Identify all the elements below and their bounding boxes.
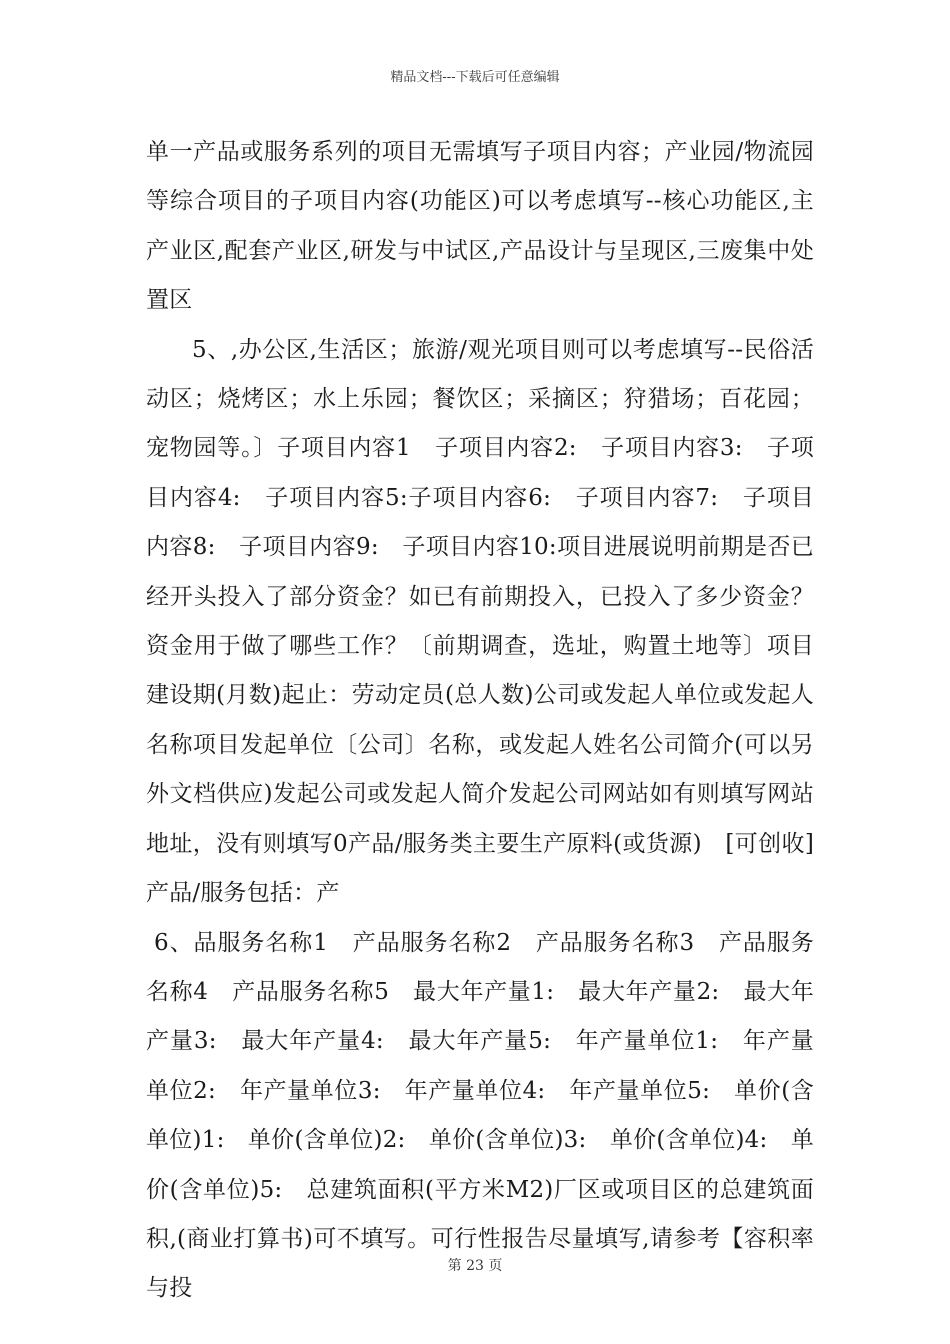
paragraph-2: 5、,办公区,生活区；旅游/观光项目则可以考虑填写--民俗活动区；烧烤区；水上乐园；餐饮区；采摘区；狩猎场；百花园；宠物园等。〕子项目内容1 子项目内容2: 子项目内容3: 子项目内容4: 子项目内容5:子项目内容6: 子项目内容7: 子项目内容8: 子项目内容9: 子项目内容10:项目进展说明前期是否已经开头投入了部分资金？如已有前期投入，已投入了多少资金？资金用于做了哪些工作？〔前期调查，选址，购置土地等〕项目建设期(月数)起止：劳动定员(总人数)公司或发起人单位或发起人名称项目发起单位〔公司〕名称，或发起人姓名公司简介(可以另外文档供应)发起公司或发起人简介发起公司网站如有则填写网站地址，没有则填写0产品/服务类主要生产原料(或货源) [可创收]产品/服务包括：产 [146, 336, 814, 907]
document-body [146, 128, 814, 1314]
page-header: 精品文档---下载后可任意编辑 [390, 70, 560, 85]
paragraph-1: 单一产品或服务系列的项目无需填写子项目内容；产业园/物流园等综合项目的子项目内容(功能区)可以考虑填写--核心功能区,主产业区,配套产业区,研发与中试区,产品设计与呈现区,三废集中处置区 [146, 139, 814, 314]
paragraph-3: 6、品服务名称1 产品服务名称2 产品服务名称3 产品服务名称4 产品服务名称5 最大年产量1: 最大年产量2: 最大年产量3: 最大年产量4: 最大年产量5: 年产量单位1: 年产量单位2: 年产量单位3: 年产量单位4: 年产量单位5: 单价(含单位)1: 单价(含单位)2: 单价(含单位)3: 单价(含单位)4: 单价(含单位)5: 总建筑面积(平方米M2)厂区或项目区的总建筑面积,(商业打算书)可不填写。可行性报告尽量填写,请参考【容积率与投 [146, 929, 814, 1302]
page-number: 第 23 页 [447, 1258, 503, 1274]
